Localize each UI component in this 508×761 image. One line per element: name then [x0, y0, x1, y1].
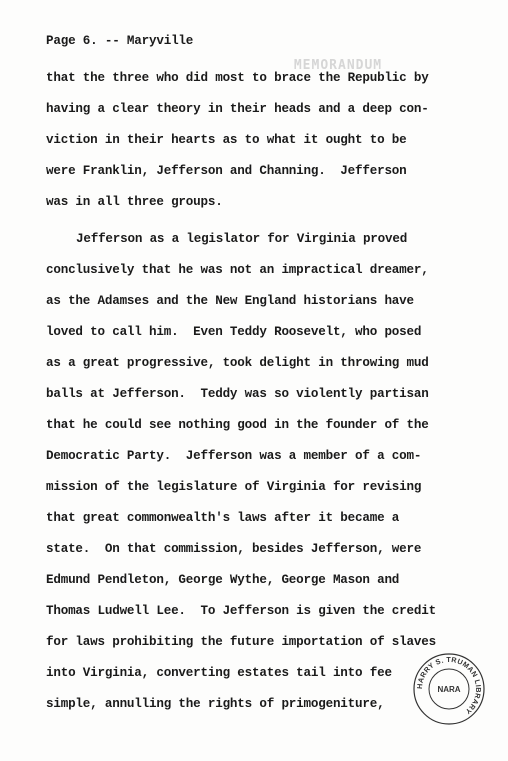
watermark-line-2: MEMORANDUM	[293, 58, 383, 73]
typed-text-body	[46, 26, 476, 720]
text-line: that great commonwealth's laws after it became a	[46, 511, 400, 525]
text-line: state. On that commission, besides Jefferson, were	[46, 542, 422, 556]
text-line: for laws prohibiting the future importation of slaves	[46, 635, 436, 649]
page-header: Page 6. -- Maryville	[46, 34, 194, 48]
text-line: that the three who did most to brace the Republic by	[46, 71, 429, 85]
text-line: loved to call him. Even Teddy Roosevelt, who posed	[46, 325, 422, 339]
text-line: as a great progressive, took delight in throwing mud	[46, 356, 429, 370]
text-line: conclusively that he was not an impractical dreamer,	[46, 263, 429, 277]
text-line: balls at Jefferson. Teddy was so violently partisan	[46, 387, 429, 401]
seal-center-text: NARA	[437, 685, 461, 694]
paragraph-start-line: Jefferson as a legislator for Virginia proved	[76, 232, 408, 246]
text-line: that he could see nothing good in the founder of the	[46, 418, 429, 432]
text-line: Democratic Party. Jefferson was a member of a com-	[46, 449, 422, 463]
seal-ring-text: HARRY S. TRUMAN LIBRARY	[414, 654, 484, 717]
text-line: simple, annulling the rights of primogeniture,	[46, 697, 385, 711]
text-line: Thomas Ludwell Lee. To Jefferson is given the credit	[46, 604, 436, 618]
text-line: were Franklin, Jefferson and Channing. Jefferson	[46, 164, 407, 178]
text-line: as the Adamses and the New England historians have	[46, 294, 414, 308]
archive-seal-icon	[412, 652, 486, 726]
text-line: into Virginia, converting estates tail into fee	[46, 666, 392, 680]
text-line: having a clear theory in their heads and a deep con-	[46, 102, 429, 116]
text-line: Edmund Pendleton, George Wythe, George Mason and	[46, 573, 400, 587]
text-line: mission of the legislature of Virginia for revising	[46, 480, 422, 494]
text-line: viction in their hearts as to what it ought to be	[46, 133, 407, 147]
text-line: was in all three groups.	[46, 195, 223, 209]
